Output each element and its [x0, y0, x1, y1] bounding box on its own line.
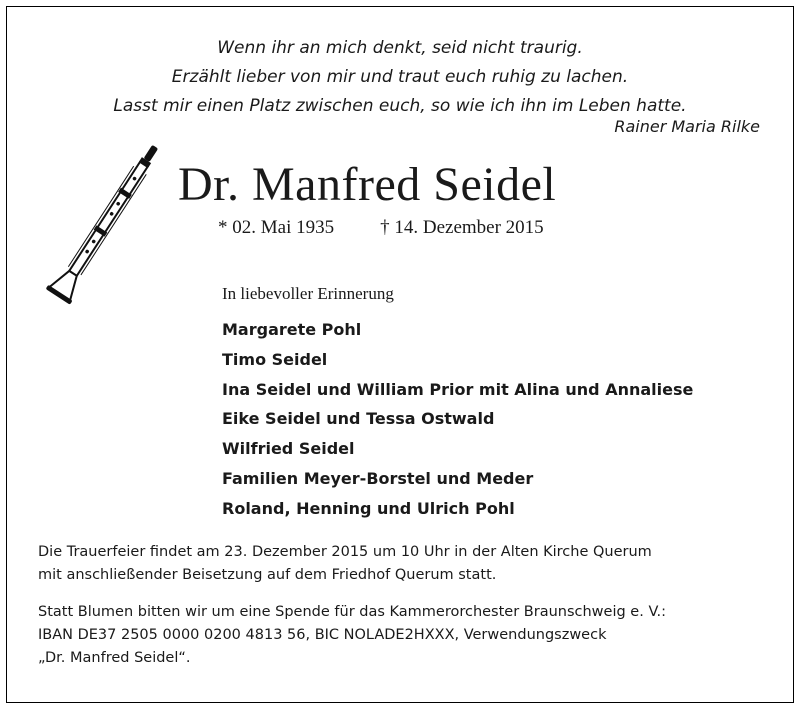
mourners-list: [222, 315, 693, 524]
deceased-name: Dr. Manfred Seidel: [178, 158, 557, 211]
poem-line: Lasst mir einen Platz zwischen euch, so wie ich ihn im Leben hatte.: [113, 96, 687, 116]
poem-author: Rainer Maria Rilke: [614, 117, 760, 136]
poem-line: Erzählt lieber von mir und traut euch ruhig zu lachen.: [171, 67, 629, 87]
donation-line: IBAN DE37 2505 0000 0200 4813 56, BIC NOLADE2HXXX, Verwendungszweck: [38, 627, 607, 643]
donation-info: [38, 601, 768, 670]
memory-label: In liebevoller Erinnerung: [222, 284, 394, 303]
mourner: Timo Seidel: [222, 349, 328, 369]
mourner: Wilfried Seidel: [222, 439, 355, 459]
mourner: Ina Seidel und William Prior mit Alina und Annaliese: [222, 379, 694, 399]
birth-date: * 02. Mai 1935: [218, 217, 335, 238]
funeral-line: mit anschließender Beisetzung auf dem Friedhof Querum statt.: [38, 567, 497, 583]
poem-line: Wenn ihr an mich denkt, seid nicht traurig.: [217, 38, 583, 58]
donation-line: „Dr. Manfred Seidel“.: [38, 650, 191, 666]
mourner: Familien Meyer-Borstel und Meder: [222, 468, 534, 488]
donation-line: Statt Blumen bitten wir um eine Spende für das Kammerorchester Braunschweig e. V.:: [38, 604, 666, 620]
funeral-line: Die Trauerfeier findet am 23. Dezember 2015 um 10 Uhr in der Alten Kirche Querum: [38, 544, 652, 560]
death-date: † 14. Dezember 2015: [380, 217, 544, 238]
poem: [0, 34, 800, 121]
mourner: Eike Seidel und Tessa Ostwald: [222, 409, 495, 429]
clarinet-icon: [40, 130, 170, 320]
mourner: Roland, Henning und Ulrich Pohl: [222, 498, 515, 518]
mourner: Margarete Pohl: [222, 320, 362, 339]
funeral-info: [38, 541, 768, 587]
life-dates: [218, 217, 544, 239]
